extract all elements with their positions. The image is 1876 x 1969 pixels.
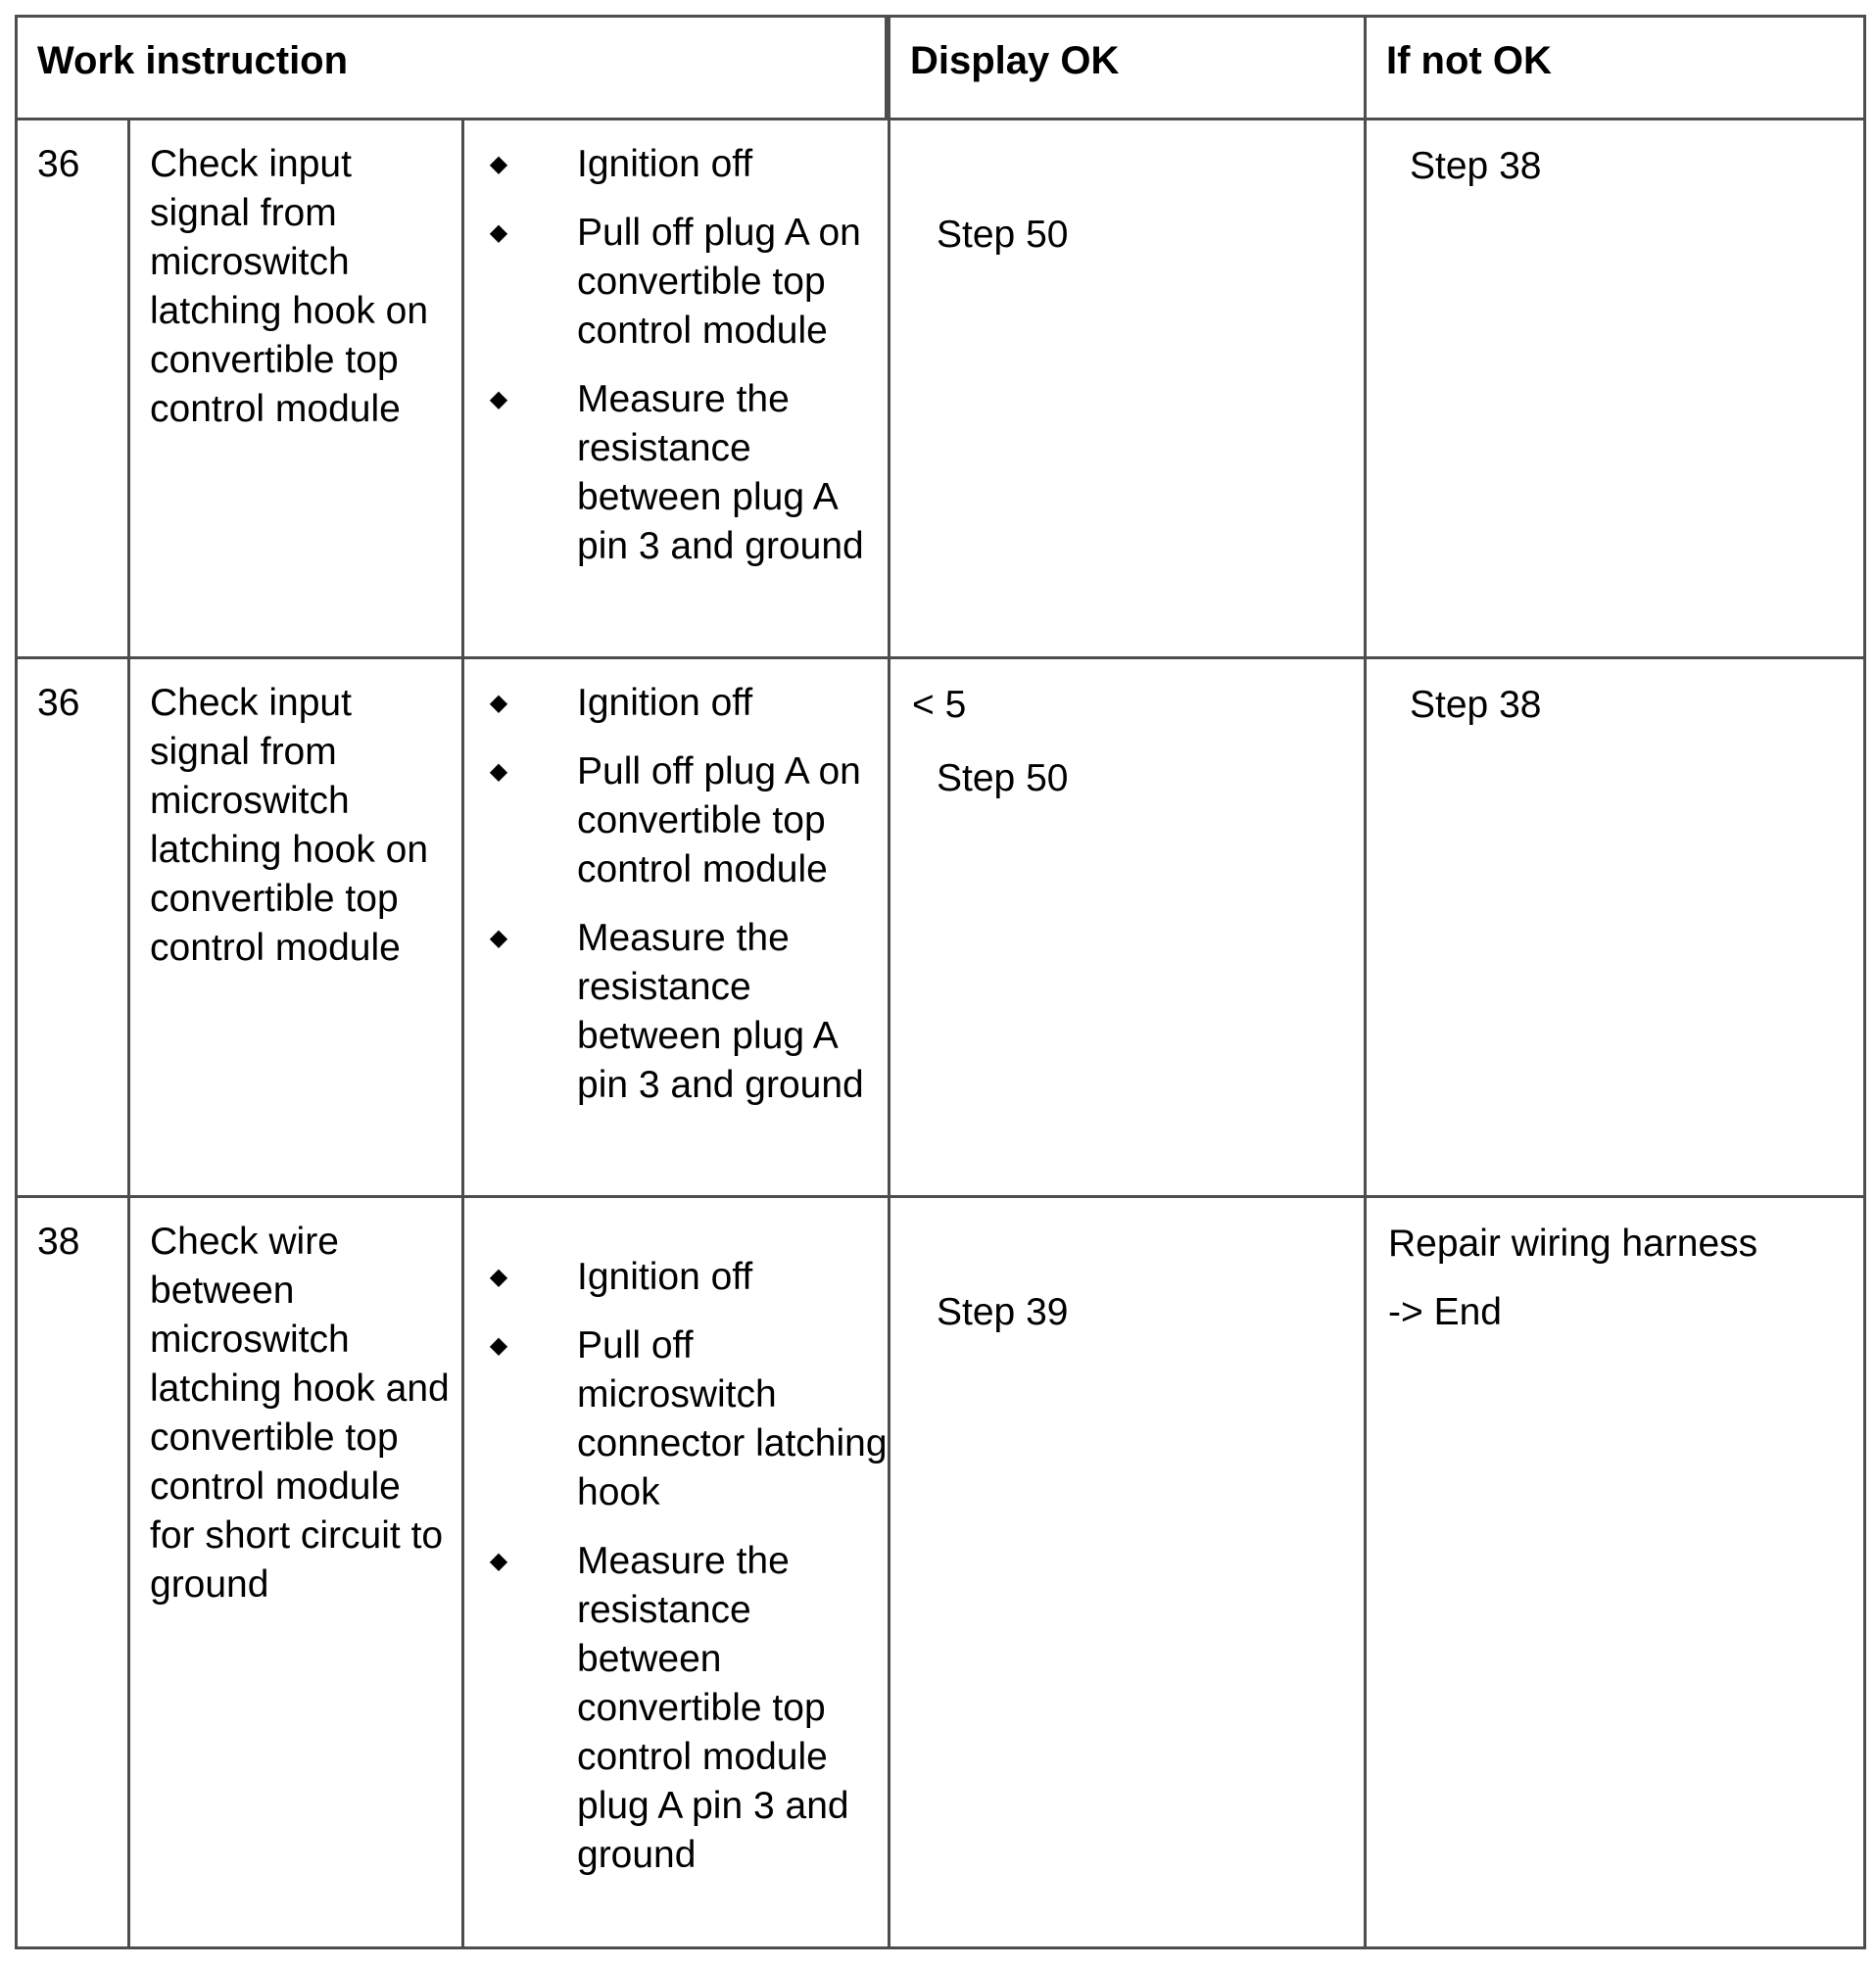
header-if-not-ok-cell xyxy=(1364,15,1866,120)
table-row xyxy=(15,1195,1866,1949)
action-list xyxy=(464,1253,888,1899)
list-item xyxy=(464,209,888,356)
if-not-ok-cell xyxy=(1364,1195,1866,1949)
step-number: 38 xyxy=(37,1221,80,1263)
display-ok-cell xyxy=(888,118,1367,659)
list-item xyxy=(464,914,888,1110)
if-not-ok-cell xyxy=(1364,656,1866,1198)
table-row xyxy=(15,656,1866,1198)
step-number-cell xyxy=(15,118,130,659)
diamond-bullet-icon: ◆ xyxy=(489,1548,508,1574)
list-item xyxy=(464,375,888,571)
description-cell xyxy=(127,1195,464,1949)
header-work-instruction-cell xyxy=(15,15,888,120)
display-ok-next-step: Step 50 xyxy=(937,757,1069,799)
if-not-ok-action: Step 38 xyxy=(1410,684,1542,726)
list-item xyxy=(464,1321,888,1517)
step-number-cell xyxy=(15,656,130,1198)
action-text: Pull off plug A on convertible top control module xyxy=(577,212,861,352)
if-not-ok-action: Step 38 xyxy=(1410,145,1542,187)
display-ok-value: < 5 xyxy=(912,684,967,726)
list-item xyxy=(464,679,888,728)
diamond-bullet-icon: ◆ xyxy=(489,1332,508,1359)
diamond-bullet-icon: ◆ xyxy=(489,219,508,246)
action-list xyxy=(464,140,888,591)
list-item xyxy=(464,140,888,189)
actions-cell xyxy=(461,118,890,659)
display-ok-next-step: Step 39 xyxy=(937,1291,1069,1333)
action-text: Pull off microswitch connector latching hook xyxy=(577,1324,888,1513)
header-display-ok-cell xyxy=(888,15,1367,120)
diamond-bullet-icon: ◆ xyxy=(489,386,508,412)
if-not-ok-cell xyxy=(1364,118,1866,659)
work-instruction-table xyxy=(15,15,1866,1949)
if-not-ok-end: -> End xyxy=(1388,1291,1502,1333)
step-description: Check wire between microswitch latching hook and convertible top control module for short circuit to ground xyxy=(150,1221,450,1606)
display-ok-cell xyxy=(888,656,1367,1198)
actions-cell xyxy=(461,656,890,1198)
action-text: Measure the resistance between plug A pin 3 and ground xyxy=(577,917,864,1106)
action-text: Ignition off xyxy=(577,143,753,185)
display-ok-next-step: Step 50 xyxy=(937,214,1069,256)
table-row xyxy=(15,118,1866,659)
diamond-bullet-icon: ◆ xyxy=(489,151,508,177)
description-cell xyxy=(127,656,464,1198)
action-text: Ignition off xyxy=(577,1256,753,1298)
diamond-bullet-icon: ◆ xyxy=(489,758,508,785)
list-item xyxy=(464,1253,888,1302)
action-text: Ignition off xyxy=(577,682,753,724)
step-number: 36 xyxy=(37,143,80,185)
diamond-bullet-icon: ◆ xyxy=(489,925,508,951)
action-text: Measure the resistance between convertible top control module plug A pin 3 and ground xyxy=(577,1540,849,1876)
action-text: Measure the resistance between plug A pin 3 and ground xyxy=(577,378,864,567)
step-number-cell xyxy=(15,1195,130,1949)
header-work-instruction: Work instruction xyxy=(37,39,349,82)
header-if-not-ok: If not OK xyxy=(1386,39,1552,82)
if-not-ok-action: Repair wiring harness xyxy=(1388,1223,1758,1265)
header-row xyxy=(15,15,1866,120)
list-item xyxy=(464,747,888,894)
action-text: Pull off plug A on convertible top control module xyxy=(577,750,861,890)
step-number: 36 xyxy=(37,682,80,724)
header-display-ok: Display OK xyxy=(910,39,1120,82)
diamond-bullet-icon: ◆ xyxy=(489,690,508,716)
actions-cell xyxy=(461,1195,890,1949)
description-cell xyxy=(127,118,464,659)
step-description: Check input signal from microswitch latching hook on convertible top control module xyxy=(150,682,429,969)
step-description: Check input signal from microswitch latching hook on convertible top control module xyxy=(150,143,429,430)
list-item xyxy=(464,1537,888,1880)
action-list xyxy=(464,679,888,1129)
diamond-bullet-icon: ◆ xyxy=(489,1264,508,1290)
display-ok-cell xyxy=(888,1195,1367,1949)
